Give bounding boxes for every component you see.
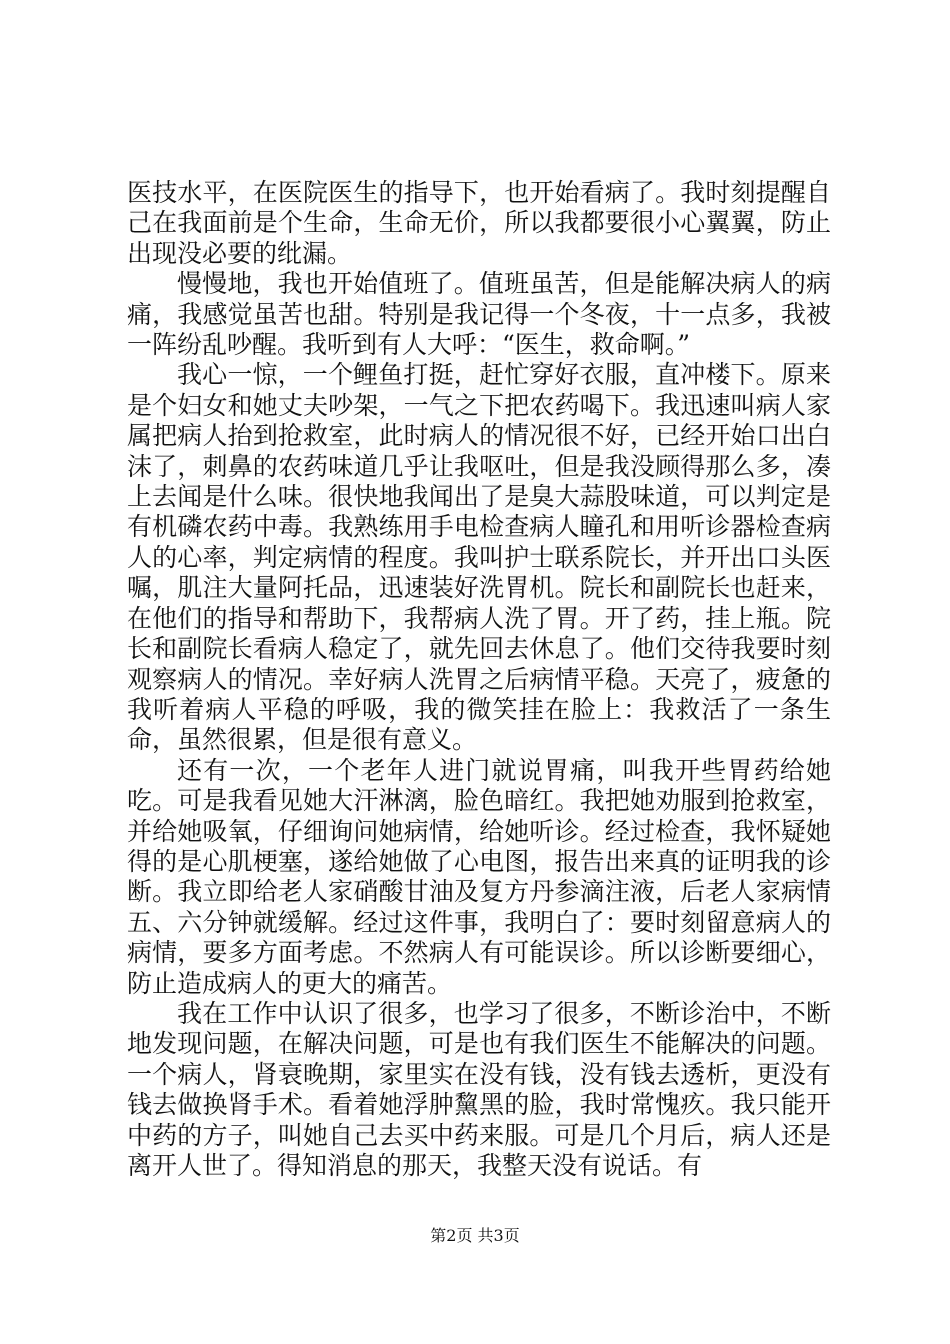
page-number-footer: 第2页 共3页: [430, 1226, 520, 1245]
paragraph-4: 还有一次，一个老年人进门就说胃痛，叫我开些胃药给她吃。可是我看见她大汗淋漓，脸色暗红。我把她劝服到抢救室，并给她吸氧，仔细询问她病情，给她听诊。经过检查，我怀疑她得的是心肌梗塞，遂给她做了心电图，报告出来真的证明我的诊断。我立即给老人家硝酸甘油及复方丹参滴注液，后老人家病情五、六分钟就缓解。经过这件事，我明白了：要时刻留意病人的病情，要多方面考虑。不然病人有可能误诊。所以诊断要细心，防止造成病人的更大的痛苦。: [127, 755, 831, 998]
paragraph-3: 我心一惊，一个鲤鱼打挺，赶忙穿好衣服，直冲楼下。原来是个妇女和她丈夫吵架，一气之下把农药喝下。我迅速叫病人家属把病人抬到抢救室，此时病人的情况很不好，已经开始口出白沫了，刺鼻的农药味道几乎让我呕吐，但是我没顾得那么多，凑上去闻是什么味。很快地我闻出了是臭大蒜股味道，可以判定是有机磷农药中毒。我熟练用手电检查病人瞳孔和用听诊器检查病人的心率，判定病情的程度。我叫护士联系院长，并开出口头医嘱，肌注大量阿托品，迅速装好洗胃机。院长和副院长也赶来，在他们的指导和帮助下，我帮病人洗了胃。开了药，挂上瓶。院长和副院长看病人稳定了，就先回去休息了。他们交待我要时刻观察病人的情况。幸好病人洗胃之后病情平稳。天亮了，疲惫的我听着病人平稳的呼吸，我的微笑挂在脸上：我救活了一条生命，虽然很累，但是很有意义。: [127, 360, 831, 755]
paragraph-5: 我在工作中认识了很多，也学习了很多，不断诊治中，不断地发现问题，在解决问题，可是也有我们医生不能解决的问题。一个病人，肾衰晚期，家里实在没有钱，没有钱去透析，更没有钱去做换肾手术。看着她浮肿黧黑的脸，我时常愧疚。我只能开中药的方子，叫她自己去买中药来服。可是几个月后，病人还是离开人世了。得知消息的那天，我整天没有说话。有: [127, 998, 831, 1180]
paragraph-1: 医技水平，在医院医生的指导下，也开始看病了。我时刻提醒自己在我面前是个生命，生命无价，所以我都要很小心翼翼，防止出现没必要的纰漏。: [127, 178, 831, 268]
paragraph-2: 慢慢地，我也开始值班了。值班虽苦，但是能解决病人的病痛，我感觉虽苦也甜。特别是我记得一个冬夜，十一点多，我被一阵纷乱吵醒。我听到有人大呼：“医生，救命啊。”: [127, 269, 831, 360]
body-text: [127, 178, 831, 1181]
